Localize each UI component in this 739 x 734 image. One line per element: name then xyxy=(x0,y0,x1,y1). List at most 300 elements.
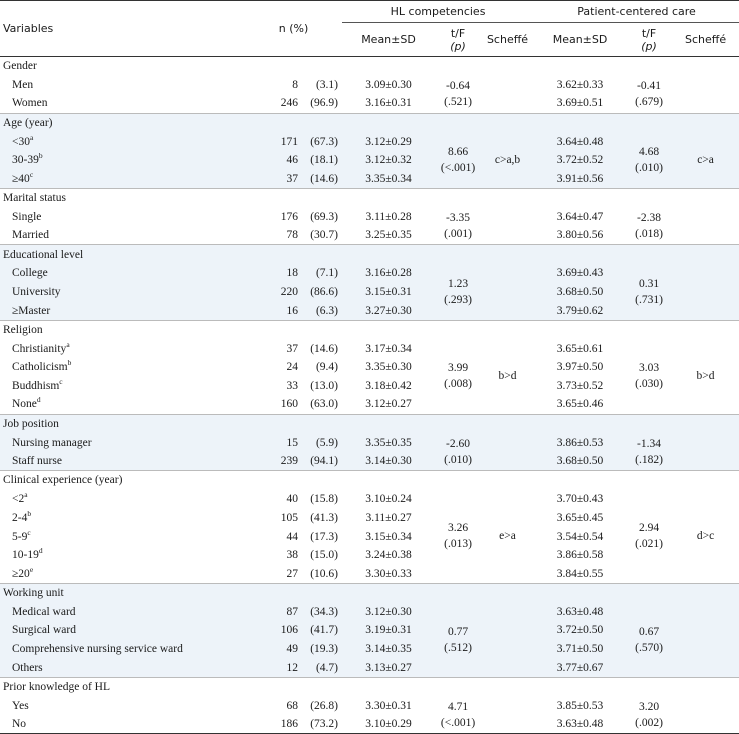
header-pcc-tf xyxy=(626,23,672,57)
empty-cell xyxy=(534,320,626,339)
n-value: 37 xyxy=(245,170,302,189)
hl-mean-sd: 3.10±0.29 xyxy=(365,718,412,731)
row-label: Nursing manager xyxy=(12,436,92,449)
pcc-mean-sd: 3.54±0.54 xyxy=(556,530,604,543)
row-superscript: c xyxy=(27,527,31,537)
n-value: 68 xyxy=(286,699,298,712)
row-label: <30 xyxy=(12,135,30,148)
empty-cell xyxy=(245,113,302,132)
hl-mean-sd: 3.11±0.27 xyxy=(365,511,412,524)
row-label-cell xyxy=(0,377,245,396)
percent-value: (7.1) xyxy=(302,264,342,283)
row-label: No xyxy=(12,718,27,731)
hl-p-value: (<.001) xyxy=(440,716,476,729)
n-value: 239 xyxy=(245,452,302,471)
header-pcc-tf-label: t/F xyxy=(641,26,657,40)
pcc-tf-cell xyxy=(626,602,672,677)
empty-cell xyxy=(534,188,626,207)
hl-tf-cell xyxy=(435,339,481,414)
empty-cell xyxy=(435,188,481,207)
hl-tf-cell xyxy=(435,490,481,583)
row-superscript: a xyxy=(24,490,28,500)
pcc-tf-cell xyxy=(626,208,672,245)
empty-cell xyxy=(626,188,672,207)
hl-mean-sd: 3.17±0.34 xyxy=(365,342,412,355)
row-label: Women xyxy=(12,97,48,110)
header-hl-tf xyxy=(435,23,481,57)
pcc-scheffe-value: b>d xyxy=(696,370,715,383)
empty-cell xyxy=(245,471,302,490)
pcc-mean-sd: 3.70±0.43 xyxy=(556,493,604,506)
pcc-p-value: (.021) xyxy=(635,538,663,551)
pcc-mean-sd: 3.72±0.50 xyxy=(534,621,626,640)
group-label: Age (year) xyxy=(0,113,245,132)
n-value: 160 xyxy=(280,398,298,411)
row-label-cell xyxy=(0,602,245,621)
pcc-tf-value: 0.67 xyxy=(638,625,660,638)
row-label-cell xyxy=(0,565,245,584)
percent-value: (17.3) xyxy=(310,530,339,543)
empty-cell xyxy=(302,188,342,207)
group-label: Gender xyxy=(3,60,37,73)
empty-cell xyxy=(534,57,626,76)
hl-tf-cell xyxy=(435,76,481,113)
pcc-tf-cell xyxy=(626,433,672,470)
n-value: 27 xyxy=(286,567,298,580)
hl-mean-sd: 3.35±0.34 xyxy=(342,170,435,189)
pcc-mean-sd: 3.80±0.56 xyxy=(556,229,604,242)
empty-cell xyxy=(481,677,534,696)
row-label: 2-4 xyxy=(12,511,28,524)
pcc-mean-sd: 3.97±0.50 xyxy=(556,361,604,374)
row-label-cell xyxy=(0,94,245,113)
hl-tf-value: 0.77 xyxy=(447,625,469,638)
hl-scheffe-value xyxy=(481,433,534,470)
hl-scheffe-value: b>d xyxy=(498,370,517,383)
pcc-scheffe-value xyxy=(672,264,739,320)
table-row xyxy=(0,602,739,621)
pcc-p-value: (.002) xyxy=(635,716,663,729)
percent-value: (30.7) xyxy=(310,229,339,242)
row-label-cell xyxy=(0,546,245,565)
hl-p-value: (.512) xyxy=(444,641,472,654)
pcc-mean-sd: 3.68±0.50 xyxy=(534,452,626,471)
empty-cell xyxy=(342,188,435,207)
empty-cell xyxy=(672,583,739,602)
empty-cell xyxy=(626,245,672,264)
row-label-cell xyxy=(0,76,245,95)
pcc-scheffe-value xyxy=(672,208,739,245)
hl-mean-sd: 3.15±0.34 xyxy=(365,530,412,543)
empty-cell xyxy=(534,471,626,490)
empty-cell xyxy=(435,245,481,264)
pcc-mean-sd: 3.86±0.53 xyxy=(534,433,626,452)
row-label: Catholicism xyxy=(12,361,68,374)
hl-scheffe-value xyxy=(481,208,534,245)
empty-cell xyxy=(302,245,342,264)
hl-mean-sd: 3.30±0.33 xyxy=(365,567,412,580)
table-row xyxy=(0,490,739,509)
empty-cell xyxy=(245,245,302,264)
empty-cell xyxy=(534,245,626,264)
table-row xyxy=(0,132,739,151)
row-superscript: b xyxy=(38,151,43,161)
row-label: None xyxy=(12,398,37,411)
pcc-scheffe-value xyxy=(672,76,739,113)
pcc-mean-sd: 3.77±0.67 xyxy=(534,659,626,678)
n-value: 106 xyxy=(245,621,302,640)
percent-value: (4.7) xyxy=(302,659,342,678)
empty-cell xyxy=(481,57,534,76)
empty-cell xyxy=(672,320,739,339)
empty-cell xyxy=(481,471,534,490)
percent-value: (5.9) xyxy=(302,433,342,452)
pcc-mean-sd: 3.79±0.62 xyxy=(534,301,626,320)
pcc-mean-sd: 3.63±0.48 xyxy=(534,602,626,621)
hl-mean-sd: 3.14±0.30 xyxy=(342,452,435,471)
group-header-row xyxy=(0,320,739,339)
pcc-tf-cell xyxy=(626,696,672,733)
n-value: 33 xyxy=(286,380,298,393)
n-value: 18 xyxy=(245,264,302,283)
header-row-groups xyxy=(0,1,739,23)
group-header-row xyxy=(0,414,739,433)
pcc-tf-cell xyxy=(626,132,672,188)
percent-value: (26.8) xyxy=(310,699,339,712)
hl-scheffe-value xyxy=(481,76,534,113)
empty-cell xyxy=(342,57,435,76)
empty-cell xyxy=(342,113,435,132)
pcc-mean-sd: 3.69±0.51 xyxy=(556,97,604,110)
n-value: 87 xyxy=(245,602,302,621)
pcc-mean-sd: 3.65±0.46 xyxy=(556,398,604,411)
percent-value: (73.2) xyxy=(310,718,339,731)
row-label: 30-39 xyxy=(12,154,39,167)
empty-cell xyxy=(302,320,342,339)
hl-tf-value: 8.66 xyxy=(447,146,469,159)
pcc-p-value: (.018) xyxy=(635,227,663,240)
empty-cell xyxy=(534,583,626,602)
hl-mean-sd: 3.14±0.35 xyxy=(342,640,435,659)
row-label-cell xyxy=(0,640,245,659)
empty-cell xyxy=(435,583,481,602)
pcc-mean-sd: 3.65±0.45 xyxy=(556,511,604,524)
pcc-p-value: (.030) xyxy=(635,378,663,391)
empty-cell xyxy=(672,414,739,433)
row-superscript: c xyxy=(29,169,34,179)
empty-cell xyxy=(626,113,672,132)
pcc-p-value: (.570) xyxy=(635,641,663,654)
percent-value: (15.8) xyxy=(310,493,339,506)
hl-p-value: (.010) xyxy=(444,453,472,466)
hl-tf-cell xyxy=(435,132,481,188)
group-header-row xyxy=(0,471,739,490)
empty-cell xyxy=(435,471,481,490)
percent-value: (14.6) xyxy=(302,170,342,189)
percent-value: (6.3) xyxy=(302,301,342,320)
row-label-cell xyxy=(0,696,245,715)
percent-value: (94.1) xyxy=(302,452,342,471)
pcc-tf-value: -2.38 xyxy=(637,211,662,224)
pcc-tf-value: 3.03 xyxy=(638,362,660,375)
n-value: 37 xyxy=(286,342,298,355)
hl-mean-sd: 3.11±0.28 xyxy=(365,210,412,223)
row-label: Staff nurse xyxy=(12,455,62,468)
empty-cell xyxy=(435,320,481,339)
table-row xyxy=(0,696,739,715)
empty-cell xyxy=(626,583,672,602)
header-pcc-mean-sd: Mean±SD xyxy=(534,23,626,57)
n-value: 40 xyxy=(286,493,298,506)
row-label: Comprehensive nursing service ward xyxy=(12,643,183,656)
row-label-cell xyxy=(0,621,245,640)
header-n-percent: n (%) xyxy=(245,1,342,57)
hl-scheffe-value: e>a xyxy=(499,530,516,543)
pcc-mean-sd: 3.73±0.52 xyxy=(556,380,604,393)
row-label-cell xyxy=(0,358,245,377)
hl-mean-sd: 3.30±0.31 xyxy=(365,699,412,712)
empty-cell xyxy=(245,583,302,602)
hl-mean-sd: 3.24±0.38 xyxy=(365,549,412,562)
pcc-tf-value: 0.31 xyxy=(638,277,660,290)
pcc-mean-sd: 3.68±0.50 xyxy=(534,283,626,302)
group-header-row xyxy=(0,57,739,76)
row-label: Medical ward xyxy=(12,605,76,618)
group-label: Working unit xyxy=(0,583,245,602)
row-label: ≥Master xyxy=(12,304,51,317)
row-label-cell xyxy=(0,659,245,678)
percent-value: (19.3) xyxy=(302,640,342,659)
hl-mean-sd: 3.35±0.30 xyxy=(365,361,412,374)
hl-tf-value: 1.23 xyxy=(447,277,469,290)
row-superscript: d xyxy=(38,546,43,556)
row-label-cell xyxy=(0,151,245,170)
pcc-p-value: (.679) xyxy=(635,96,663,109)
header-variables: Variables xyxy=(0,1,245,57)
hl-p-value: (.013) xyxy=(444,538,472,551)
row-label-cell xyxy=(0,339,245,358)
n-value: 246 xyxy=(280,97,298,110)
table-row xyxy=(0,339,739,358)
empty-cell xyxy=(302,414,342,433)
pcc-mean-sd: 3.65±0.61 xyxy=(556,342,604,355)
table-row xyxy=(0,208,739,227)
table-row xyxy=(0,264,739,283)
group-header-row xyxy=(0,245,739,264)
empty-cell xyxy=(342,677,435,696)
row-label: ≥40 xyxy=(12,172,30,185)
empty-cell xyxy=(534,414,626,433)
row-label-cell xyxy=(0,715,245,734)
hl-scheffe-value: c>a,b xyxy=(481,132,534,188)
row-label: Single xyxy=(12,210,42,223)
empty-cell xyxy=(672,113,739,132)
hl-scheffe-value xyxy=(481,264,534,320)
pcc-mean-sd: 3.71±0.50 xyxy=(534,640,626,659)
row-label-cell xyxy=(0,170,245,189)
hl-mean-sd: 3.18±0.42 xyxy=(365,380,412,393)
hl-tf-value: 3.26 xyxy=(447,522,469,535)
row-label-cell xyxy=(0,208,245,227)
empty-cell xyxy=(626,471,672,490)
row-label: Married xyxy=(12,229,50,242)
row-label: ≥20 xyxy=(12,567,30,580)
empty-cell xyxy=(302,677,342,696)
row-label-cell xyxy=(0,433,245,452)
group-label: Clinical experience (year) xyxy=(0,471,245,490)
empty-cell xyxy=(435,113,481,132)
pcc-scheffe-value: d>c xyxy=(696,530,715,543)
n-value: 16 xyxy=(245,301,302,320)
empty-cell xyxy=(302,113,342,132)
row-label: University xyxy=(12,286,61,299)
hl-p-value: (.008) xyxy=(444,378,472,391)
hl-p-value: (.521) xyxy=(444,96,472,109)
percent-value: (34.3) xyxy=(302,602,342,621)
pcc-mean-sd: 3.64±0.48 xyxy=(534,132,626,151)
n-value: 186 xyxy=(280,718,298,731)
row-superscript: c xyxy=(59,377,63,387)
empty-cell xyxy=(342,471,435,490)
pcc-mean-sd: 3.69±0.43 xyxy=(534,264,626,283)
hl-tf-cell xyxy=(435,433,481,470)
n-value: 176 xyxy=(280,210,298,223)
percent-value: (63.0) xyxy=(310,398,339,411)
percent-value: (15.0) xyxy=(310,549,339,562)
hl-tf-cell xyxy=(435,208,481,245)
row-label-cell xyxy=(0,527,245,546)
empty-cell xyxy=(672,471,739,490)
hl-mean-sd: 3.12±0.29 xyxy=(342,132,435,151)
header-hl-p-label: (p) xyxy=(450,39,466,53)
group-label: Educational level xyxy=(0,245,245,264)
percent-value: (18.1) xyxy=(302,151,342,170)
hl-mean-sd: 3.16±0.28 xyxy=(342,264,435,283)
percent-value: (96.9) xyxy=(310,97,339,110)
row-superscript: b xyxy=(27,509,32,519)
empty-cell xyxy=(342,583,435,602)
empty-cell xyxy=(245,320,302,339)
hl-p-value: (.293) xyxy=(444,293,472,306)
empty-cell xyxy=(481,583,534,602)
pcc-p-value: (.010) xyxy=(635,162,663,175)
pcc-tf-value: 3.20 xyxy=(638,700,660,713)
n-value: 15 xyxy=(245,433,302,452)
n-value: 44 xyxy=(286,530,298,543)
group-header-row xyxy=(0,677,739,696)
hl-tf-value: -3.35 xyxy=(446,211,470,224)
hl-scheffe-value xyxy=(481,696,534,733)
percent-value: (86.6) xyxy=(302,283,342,302)
hl-mean-sd: 3.27±0.30 xyxy=(342,301,435,320)
table-row xyxy=(0,76,739,95)
n-value: 220 xyxy=(245,283,302,302)
empty-cell xyxy=(481,414,534,433)
row-label: 10-19 xyxy=(12,549,39,562)
percent-value: (9.4) xyxy=(315,361,339,374)
hl-p-value: (<.001) xyxy=(440,162,476,175)
group-label: Religion xyxy=(0,320,245,339)
row-label: 5-9 xyxy=(12,530,28,543)
pcc-mean-sd: 3.72±0.52 xyxy=(534,151,626,170)
hl-mean-sd: 3.15±0.31 xyxy=(342,283,435,302)
hl-tf-value: -0.64 xyxy=(446,80,470,93)
n-value: 171 xyxy=(245,132,302,151)
group-label: Job position xyxy=(0,414,245,433)
pcc-tf-value: -1.34 xyxy=(637,437,662,450)
row-label: Others xyxy=(12,661,43,674)
n-value: 38 xyxy=(286,549,298,562)
row-superscript: d xyxy=(36,395,41,405)
row-label-cell xyxy=(0,395,245,414)
row-label: Buddhism xyxy=(12,380,60,393)
hl-mean-sd: 3.19±0.31 xyxy=(342,621,435,640)
empty-cell xyxy=(302,583,342,602)
row-label-cell xyxy=(0,226,245,245)
empty-cell xyxy=(302,57,342,76)
empty-cell xyxy=(626,414,672,433)
row-label-cell xyxy=(0,452,245,471)
group-label: Prior knowledge of HL xyxy=(0,677,245,696)
empty-cell xyxy=(672,245,739,264)
row-label-cell xyxy=(0,301,245,320)
pcc-mean-sd: 3.86±0.58 xyxy=(556,549,604,562)
pcc-tf-cell xyxy=(626,264,672,320)
hl-mean-sd: 3.12±0.30 xyxy=(342,602,435,621)
hl-tf-cell xyxy=(435,602,481,677)
pcc-scheffe-value xyxy=(672,602,739,677)
header-hl-scheffe: Scheffé xyxy=(481,23,534,57)
header-pcc-scheffe: Scheffé xyxy=(672,23,739,57)
n-value: 49 xyxy=(245,640,302,659)
group-header-row xyxy=(0,583,739,602)
row-superscript: a xyxy=(30,132,34,142)
n-value: 24 xyxy=(286,361,298,374)
pcc-tf-value: 4.68 xyxy=(638,146,660,159)
empty-cell xyxy=(435,677,481,696)
pcc-p-value: (.182) xyxy=(635,453,663,466)
hl-mean-sd: 3.09±0.30 xyxy=(365,79,412,92)
row-superscript: e xyxy=(29,564,34,574)
pcc-tf-value: -0.41 xyxy=(637,80,662,93)
pcc-mean-sd: 3.62±0.33 xyxy=(556,79,604,92)
pcc-mean-sd: 3.63±0.48 xyxy=(556,718,604,731)
pcc-mean-sd: 3.84±0.55 xyxy=(556,567,604,580)
percent-value: (14.6) xyxy=(310,342,339,355)
pcc-mean-sd: 3.91±0.56 xyxy=(534,170,626,189)
empty-cell xyxy=(672,57,739,76)
empty-cell xyxy=(245,677,302,696)
row-label-cell xyxy=(0,490,245,509)
hl-mean-sd: 3.25±0.35 xyxy=(365,229,412,242)
hl-mean-sd: 3.16±0.31 xyxy=(365,97,412,110)
hl-mean-sd: 3.12±0.32 xyxy=(342,151,435,170)
pcc-mean-sd: 3.85±0.53 xyxy=(556,699,604,712)
header-hl-mean-sd: Mean±SD xyxy=(342,23,435,57)
percent-value: (3.1) xyxy=(315,79,339,92)
hl-tf-cell xyxy=(435,696,481,733)
empty-cell xyxy=(245,414,302,433)
empty-cell xyxy=(534,113,626,132)
row-label: Surgical ward xyxy=(12,624,76,637)
empty-cell xyxy=(481,320,534,339)
empty-cell xyxy=(245,57,302,76)
n-value: 12 xyxy=(245,659,302,678)
percent-value: (67.3) xyxy=(302,132,342,151)
empty-cell xyxy=(481,188,534,207)
group-header-row xyxy=(0,113,739,132)
n-value: 8 xyxy=(292,79,298,92)
